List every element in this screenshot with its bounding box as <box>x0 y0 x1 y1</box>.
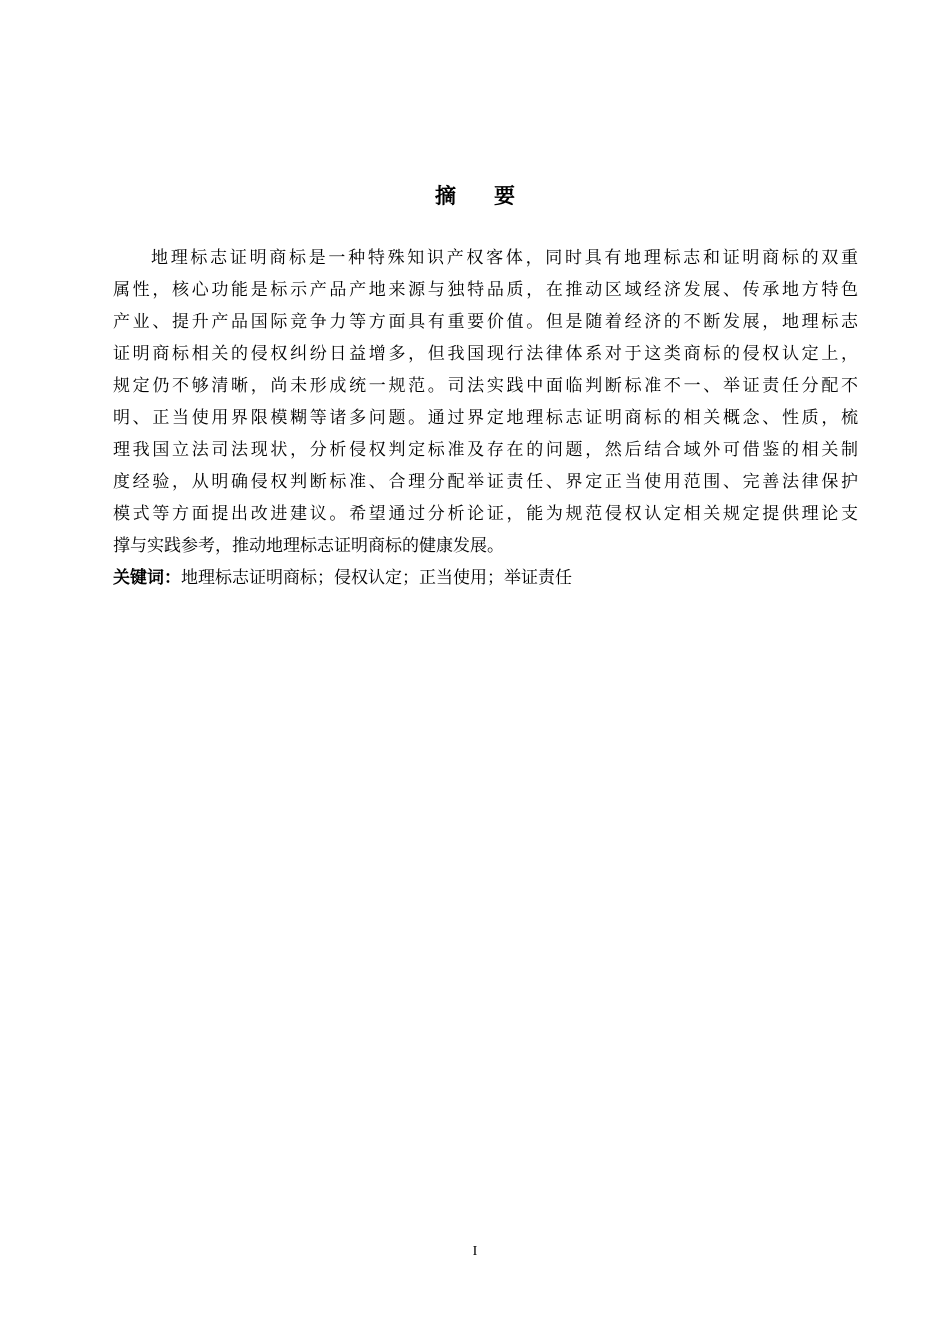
abstract-title <box>0 180 950 210</box>
abstract-line: 撑与实践参考，推动地理标志证明商标的健康发展。 <box>113 536 504 556</box>
abstract-line: 规定仍不够清晰，尚未形成统一规范。司法实践中面临判断标准不一、举证责任分配不 <box>113 376 858 396</box>
abstract-title-char-2: 要 <box>494 184 515 208</box>
abstract-body <box>113 242 858 562</box>
keywords-text: 地理标志证明商标；侵权认定；正当使用；举证责任 <box>181 568 572 588</box>
abstract-line: 理我国立法司法现状，分析侵权判定标准及存在的问题，然后结合域外可借鉴的相关制 <box>113 440 858 460</box>
abstract-line: 度经验，从明确侵权判断标准、合理分配举证责任、界定正当使用范围、完善法律保护 <box>113 472 858 492</box>
abstract-line: 地理标志证明商标是一种特殊知识产权客体，同时具有地理标志和证明商标的双重 <box>151 248 858 268</box>
abstract-line: 产业、提升产品国际竞争力等方面具有重要价值。但是随着经济的不断发展，地理标志 <box>113 312 858 332</box>
keywords-label: 关键词： <box>113 568 181 588</box>
abstract-title-char-1: 摘 <box>435 184 456 208</box>
keywords <box>113 562 858 594</box>
abstract-line: 模式等方面提出改进建议。希望通过分析论证，能为规范侵权认定相关规定提供理论支 <box>113 504 858 524</box>
page-number: I <box>472 1244 478 1259</box>
abstract-line: 属性，核心功能是标示产品产地来源与独特品质，在推动区域经济发展、传承地方特色 <box>113 280 858 300</box>
abstract-line: 证明商标相关的侵权纠纷日益增多，但我国现行法律体系对于这类商标的侵权认定上， <box>113 344 858 364</box>
abstract-line: 明、正当使用界限模糊等诸多问题。通过界定地理标志证明商标的相关概念、性质，梳 <box>113 408 858 428</box>
